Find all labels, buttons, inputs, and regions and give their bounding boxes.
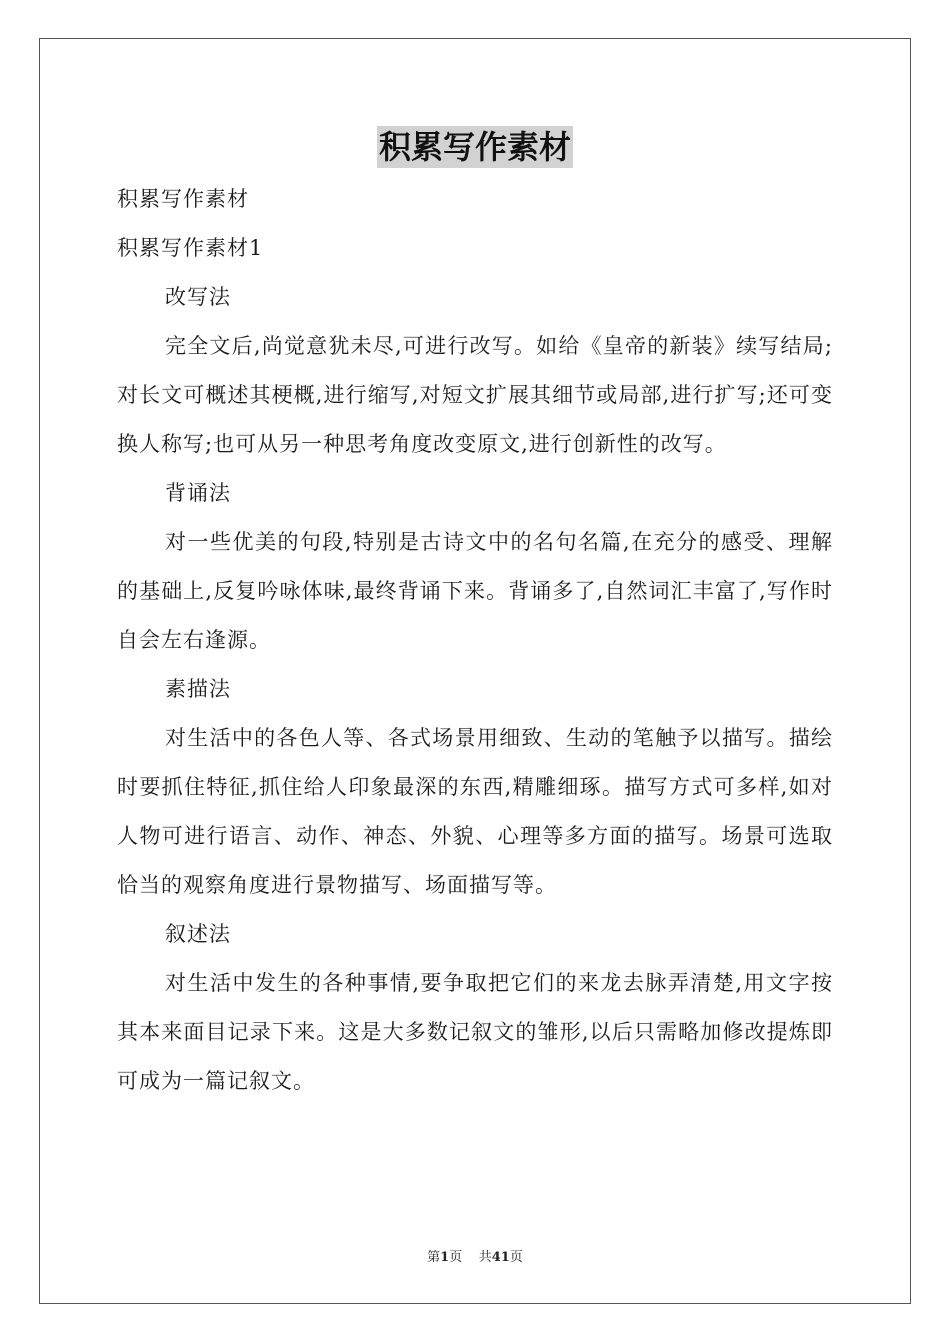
section-heading: 改写法 xyxy=(165,285,231,309)
paragraph: 对生活中的各色人等、各式场景用细致、生动的笔触予以描写。描绘时要抓住特征,抓住给人印象最深的东西,精雕细琢。描写方式可多样,如对人物可进行语言、动作、神态、外貌、心理等多方面的描写。场景可选取恰当的观察角度进行景物描写、场面描写等。 xyxy=(117,726,833,897)
page-prefix: 第 xyxy=(427,1250,441,1265)
page-footer xyxy=(0,1246,950,1265)
paragraph: 积累写作素材 xyxy=(117,187,249,211)
total-pages: 41 xyxy=(491,1250,510,1265)
document-title: 积累写作素材 xyxy=(378,128,571,166)
paragraph: 对一些优美的句段,特别是古诗文中的名句名篇,在充分的感受、理解的基础上,反复吟咏体味,最终背诵下来。背诵多了,自然词汇丰富了,写作时自会左右逢源。 xyxy=(117,530,833,652)
document-body xyxy=(117,175,833,1106)
section-heading: 背诵法 xyxy=(165,481,231,505)
paragraph: 对生活中发生的各种事情,要争取把它们的来龙去脉弄清楚,用文字按其本来面目记录下来。这是大多数记叙文的雏形,以后只需略加修改提炼即可成为一篇记叙文。 xyxy=(117,971,833,1093)
section-heading: 叙述法 xyxy=(165,922,231,946)
page-suffix: 页 xyxy=(449,1250,463,1265)
title-container xyxy=(0,126,950,168)
total-prefix: 共 xyxy=(478,1250,492,1265)
paragraph: 积累写作素材1 xyxy=(117,236,264,260)
paragraph: 完全文后,尚觉意犹未尽,可进行改写。如给《皇帝的新装》续写结局;对长文可概述其梗概,进行缩写,对短文扩展其细节或局部,进行扩写;还可变换人称写;也可从另一种思考角度改变原文,进行创新性的改写。 xyxy=(117,334,833,456)
section-heading: 素描法 xyxy=(165,677,231,701)
page-number: 1 xyxy=(440,1250,450,1265)
total-suffix: 页 xyxy=(509,1250,523,1265)
